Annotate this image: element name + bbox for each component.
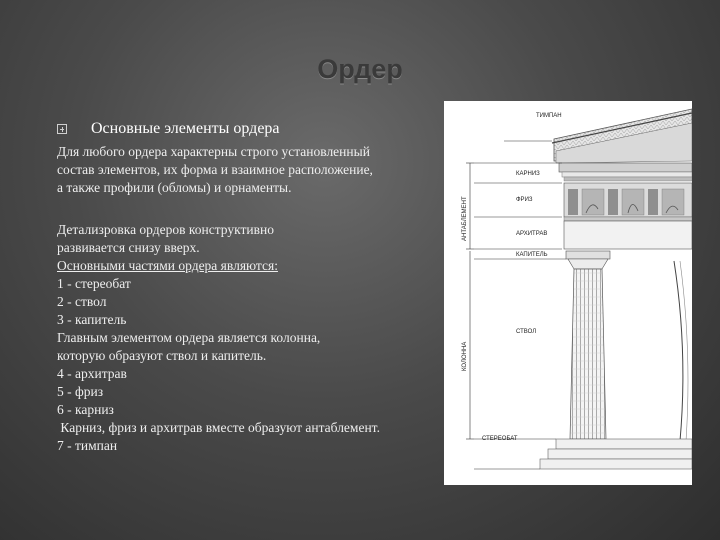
order-diagram: [444, 101, 692, 485]
bullet-text: Основные элементы ордера: [91, 120, 280, 137]
paragraph-line: Для любого ордера характерны строго установленный: [57, 144, 370, 159]
paragraph-line: состав элементов, их форма и взаимное расположение,: [57, 162, 373, 177]
list-item: 7 - тимпан: [57, 438, 118, 453]
paragraph-line: Основными частями ордера являются:: [57, 258, 278, 273]
list-item: 5 - фриз: [57, 384, 104, 399]
frieze-shape: [564, 183, 692, 217]
tympanum-shape: [552, 109, 692, 163]
side-column-shape: [674, 261, 688, 441]
slide-title: Ордер: [317, 54, 403, 84]
label-shaft: СТВОЛ: [516, 329, 537, 335]
paragraph-line: Главным элементом ордера является колонна,: [57, 330, 321, 345]
label-entablature: АНТАБЛЕМЕНТ: [462, 196, 468, 241]
paragraph-parts-list: [57, 221, 380, 455]
paragraph-line: а также профили (обломы) и орнаменты.: [57, 180, 292, 195]
label-capital: КАПИТЕЛЬ: [516, 252, 548, 258]
dimension-lines: [466, 141, 566, 469]
list-item: 6 - карниз: [57, 402, 114, 417]
list-item: 1 - стереобат: [57, 276, 131, 291]
label-cornice: КАРНИЗ: [516, 171, 540, 177]
label-column: КОЛОННА: [462, 341, 468, 371]
paragraph-line: Детализровка ордеров конструктивно: [57, 222, 274, 237]
cornice-shape: [559, 163, 692, 181]
list-item: 4 - архитрав: [57, 366, 127, 381]
architrave-shape: [564, 217, 692, 249]
paragraph-characteristics: [57, 143, 373, 197]
paragraph-line: развивается снизу вверх.: [57, 240, 200, 255]
label-tympanum: ТИМПАН: [536, 113, 562, 119]
bullet-icon: [57, 124, 67, 134]
label-stereobate: СТЕРЕОБАТ: [482, 436, 518, 442]
list-item: 3 - капитель: [57, 312, 127, 327]
paragraph-line: которую образуют ствол и капитель.: [57, 348, 267, 363]
stereobate-shape: [540, 439, 692, 469]
list-item: 2 - ствол: [57, 294, 107, 309]
label-architrave: АРХИТРАВ: [516, 231, 548, 237]
shaft-shape: [570, 269, 606, 439]
paragraph-line: Карниз, фриз и архитрав вместе образуют антаблемент.: [57, 420, 380, 435]
label-frieze: ФРИЗ: [516, 197, 533, 203]
